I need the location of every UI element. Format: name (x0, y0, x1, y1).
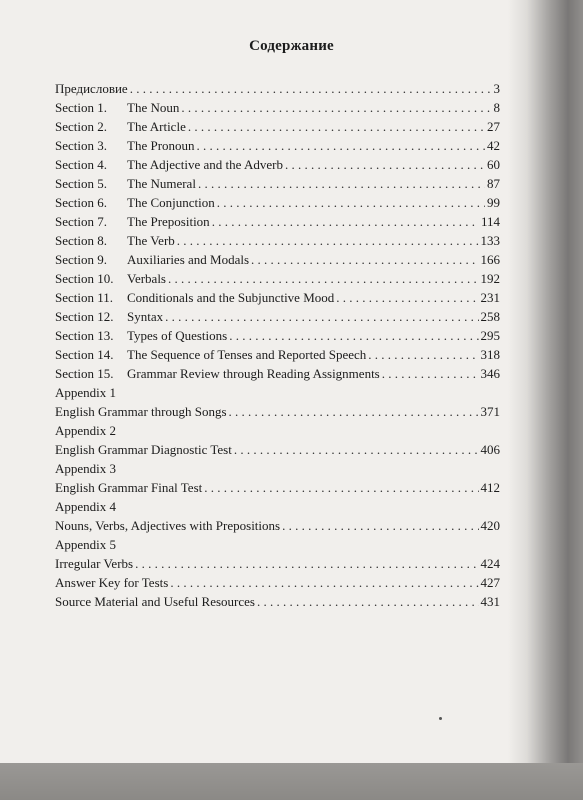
toc-entry-title: The Verb (127, 233, 175, 248)
toc-entry-title: Syntax (127, 309, 164, 324)
toc-entry-label-group (55, 250, 249, 269)
page-number: 8 (493, 100, 500, 115)
dot-leader (251, 250, 478, 269)
toc-entry (55, 554, 500, 573)
section-number: Section 1. (55, 100, 107, 115)
toc-entry (55, 307, 500, 326)
dot-leader (204, 478, 478, 497)
toc-entry-label-group (55, 269, 166, 288)
appendix-heading-label: Appendix 4 (55, 499, 117, 514)
page-title: Содержание (249, 38, 334, 54)
toc-appendix-heading (55, 421, 500, 440)
page-number: 42 (487, 138, 500, 153)
toc-entry-title: The Conjunction (127, 195, 215, 210)
toc-entry-label-group (55, 79, 128, 98)
toc-entry-label-group (55, 117, 186, 136)
toc-entry-title: Irregular Verbs (55, 556, 134, 571)
page-number: 371 (480, 404, 500, 419)
section-number: Section 10. (55, 271, 114, 286)
toc-entry-title: Предисловие (55, 81, 128, 96)
appendix-heading-label: Appendix 5 (55, 537, 117, 552)
section-number: Section 13. (55, 328, 114, 343)
dot-leader (368, 345, 478, 364)
stray-mark (439, 717, 442, 720)
page-number: 406 (480, 442, 500, 457)
toc-entry-label-group (55, 155, 283, 174)
page-number: 99 (487, 195, 500, 210)
dot-leader (198, 174, 485, 193)
toc-entry (55, 250, 500, 269)
section-number: Section 14. (55, 347, 114, 362)
toc-entry-title: The Preposition (127, 214, 210, 229)
section-number: Section 15. (55, 366, 114, 381)
toc-entry-title: Grammar Review through Reading Assignments (127, 366, 380, 381)
toc-entry (55, 440, 500, 459)
dot-leader (135, 554, 478, 573)
page-number: 424 (480, 556, 500, 571)
toc-entry (55, 326, 500, 345)
toc-entry (55, 231, 500, 250)
toc-entry-label-group (55, 402, 227, 421)
toc-entry-label-group (55, 98, 179, 117)
toc-entry-title: Types of Questions (127, 328, 228, 343)
toc-entry-label-group (55, 174, 196, 193)
toc-entry-title: Source Material and Useful Resources (55, 594, 255, 609)
toc-entry-label-group (55, 136, 195, 155)
dot-leader (234, 440, 479, 459)
page-number: 27 (487, 119, 500, 134)
section-number: Section 12. (55, 309, 114, 324)
toc-entry (55, 402, 500, 421)
toc-entry-title: Auxiliaries and Modals (127, 252, 250, 267)
appendix-heading-label: Appendix 2 (55, 423, 117, 438)
toc-entry (55, 79, 500, 98)
toc-entry-title: Verbals (127, 271, 166, 286)
section-number: Section 9. (55, 252, 107, 267)
toc-entry-title: Conditionals and the Subjunctive Mood (127, 290, 335, 305)
section-number: Section 3. (55, 138, 107, 153)
toc-entry-label-group (55, 478, 202, 497)
section-number: Section 11. (55, 290, 114, 305)
table-of-contents (55, 79, 500, 611)
toc-entry (55, 117, 500, 136)
toc-entry (55, 98, 500, 117)
toc-entry-title: The Noun (127, 100, 180, 115)
toc-entry (55, 193, 500, 212)
toc-entry (55, 155, 500, 174)
page-number: 60 (487, 157, 500, 172)
page-number: 231 (480, 290, 500, 305)
page-number: 87 (487, 176, 500, 191)
dot-leader (257, 592, 479, 611)
toc-entry (55, 364, 500, 383)
dot-leader (188, 117, 485, 136)
dot-leader (168, 269, 479, 288)
toc-entry (55, 573, 500, 592)
toc-entry-title: The Adjective and the Adverb (127, 157, 283, 172)
toc-entry-title: English Grammar Final Test (55, 480, 203, 495)
dot-leader (177, 231, 479, 250)
section-number: Section 7. (55, 214, 107, 229)
toc-entry-title: The Numeral (127, 176, 196, 191)
dot-leader (181, 98, 491, 117)
dot-leader (229, 402, 479, 421)
page-number: 412 (480, 480, 500, 495)
section-number: Section 6. (55, 195, 107, 210)
page-number: 431 (480, 594, 500, 609)
appendix-heading-label: Appendix 1 (55, 385, 117, 400)
dot-leader (336, 288, 478, 307)
toc-entry-label-group (55, 307, 163, 326)
toc-entry (55, 174, 500, 193)
page-number: 114 (480, 214, 500, 229)
dot-leader (130, 79, 492, 98)
dot-leader (282, 516, 478, 535)
toc-entry (55, 212, 500, 231)
page-number: 427 (480, 575, 500, 590)
toc-entry (55, 592, 500, 611)
page-number: 3 (493, 81, 500, 96)
toc-entry-label-group (55, 288, 334, 307)
toc-entry-title: The Pronoun (127, 138, 195, 153)
toc-entry-label-group (55, 554, 133, 573)
toc-entry-label-group (55, 516, 280, 535)
page-number: 295 (480, 328, 500, 343)
dot-leader (165, 307, 478, 326)
dot-leader (285, 155, 485, 174)
page-number: 192 (480, 271, 500, 286)
toc-entry-label-group (55, 592, 255, 611)
dot-leader (382, 364, 479, 383)
page-number: 166 (480, 252, 500, 267)
toc-entry-title: Nouns, Verbs, Adjectives with Prepositions (55, 518, 281, 533)
toc-entry (55, 136, 500, 155)
toc-entry-label-group (55, 345, 366, 364)
page-edge-shadow (508, 0, 583, 800)
toc-entry-label-group (55, 212, 210, 231)
page-number: 346 (480, 366, 500, 381)
toc-entry-title: The Sequence of Tenses and Reported Speech (127, 347, 367, 362)
toc-entry-title: English Grammar Diagnostic Test (55, 442, 232, 457)
toc-entry (55, 478, 500, 497)
toc-entry-title: The Article (127, 119, 186, 134)
dot-leader (229, 326, 478, 345)
toc-entry-label-group (55, 231, 175, 250)
toc-entry (55, 516, 500, 535)
toc-appendix-heading (55, 459, 500, 478)
toc-appendix-heading (55, 497, 500, 516)
toc-entry-label-group (55, 440, 232, 459)
page-number: 133 (480, 233, 500, 248)
toc-entry-label-group (55, 364, 380, 383)
toc-entry-label-group (55, 326, 227, 345)
page-number: 258 (480, 309, 500, 324)
toc-appendix-heading (55, 383, 500, 402)
toc-entry (55, 345, 500, 364)
section-number: Section 4. (55, 157, 107, 172)
appendix-heading-label: Appendix 3 (55, 461, 117, 476)
section-number: Section 5. (55, 176, 107, 191)
toc-entry-title: Answer Key for Tests (55, 575, 169, 590)
scan-bottom-band (0, 763, 583, 800)
toc-entry-label-group (55, 193, 215, 212)
dot-leader (170, 573, 478, 592)
toc-entry-label-group (55, 573, 168, 592)
toc-entry-title: English Grammar through Songs (55, 404, 227, 419)
dot-leader (217, 193, 485, 212)
toc-appendix-heading (55, 535, 500, 554)
section-number: Section 2. (55, 119, 107, 134)
dot-leader (212, 212, 479, 231)
section-number: Section 8. (55, 233, 107, 248)
toc-entry (55, 269, 500, 288)
toc-entry (55, 288, 500, 307)
page-number: 420 (480, 518, 500, 533)
page-number: 318 (480, 347, 500, 362)
dot-leader (197, 136, 485, 155)
